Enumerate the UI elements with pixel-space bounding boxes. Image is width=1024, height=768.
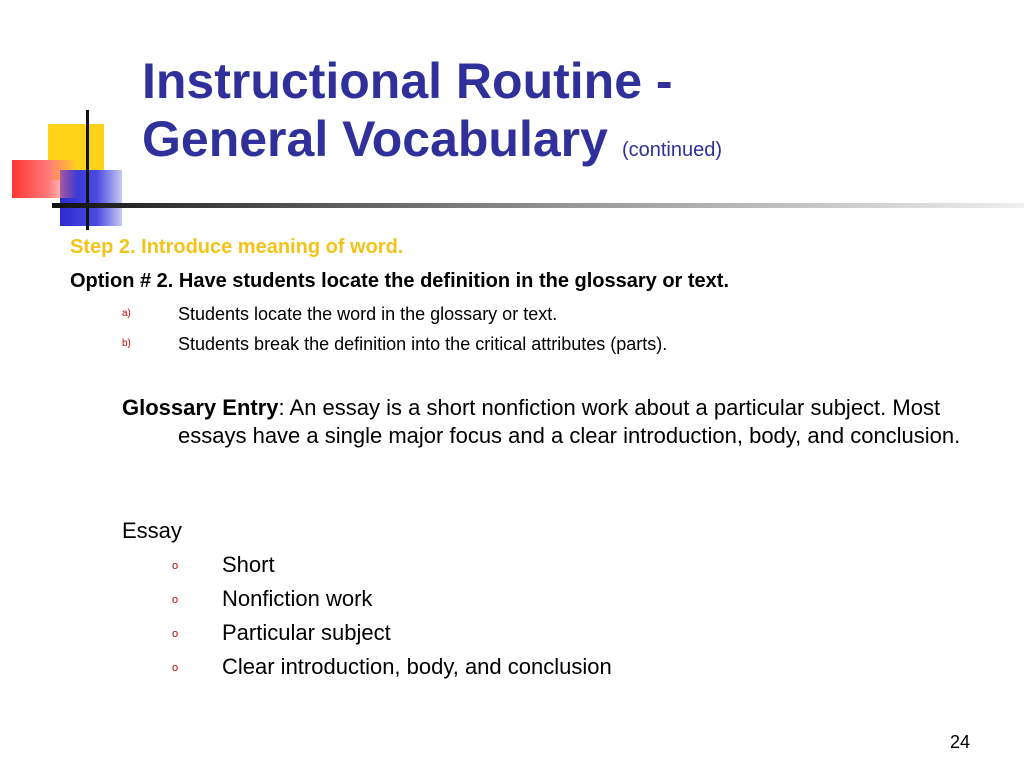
- slide-title: [142, 52, 1002, 179]
- logo-red-square: [12, 160, 78, 198]
- bullet-marker: o: [172, 560, 179, 572]
- title-line-1: Instructional Routine -: [142, 53, 673, 109]
- list-item-text: Short: [222, 552, 275, 577]
- bullet-marker: o: [172, 628, 179, 640]
- title-continued: (continued): [621, 139, 723, 161]
- bullet-marker: o: [172, 662, 179, 674]
- page-number: 24: [949, 732, 970, 752]
- sub-item-marker: a): [122, 308, 131, 319]
- glossary-term: Glossary Entry: [122, 395, 279, 420]
- list-item-text: Clear introduction, body, and conclusion: [222, 654, 612, 679]
- list-item-text: Particular subject: [222, 620, 391, 645]
- sub-item-text: Students break the definition into the critical attributes (parts).: [178, 334, 668, 354]
- list-item-text: Nonfiction work: [222, 586, 373, 611]
- bullet-marker: o: [172, 594, 179, 606]
- title-divider-line: [52, 203, 1024, 208]
- option-heading: Option # 2. Have students locate the definition in the glossary or text.: [70, 270, 730, 292]
- logo-vertical-line: [86, 110, 89, 230]
- title-line-2: General Vocabulary: [142, 111, 608, 167]
- essay-heading: Essay: [122, 518, 182, 543]
- glossary-entry: [122, 394, 978, 450]
- sub-item-text: Students locate the word in the glossary or text.: [178, 304, 558, 324]
- sub-item-marker: b): [122, 338, 131, 349]
- step-heading: Step 2. Introduce meaning of word.: [70, 236, 404, 258]
- glossary-definition: : An essay is a short nonfiction work about a particular subject. Most essays have a single major focus and a clear introduction, body, and conclusion.: [178, 395, 961, 448]
